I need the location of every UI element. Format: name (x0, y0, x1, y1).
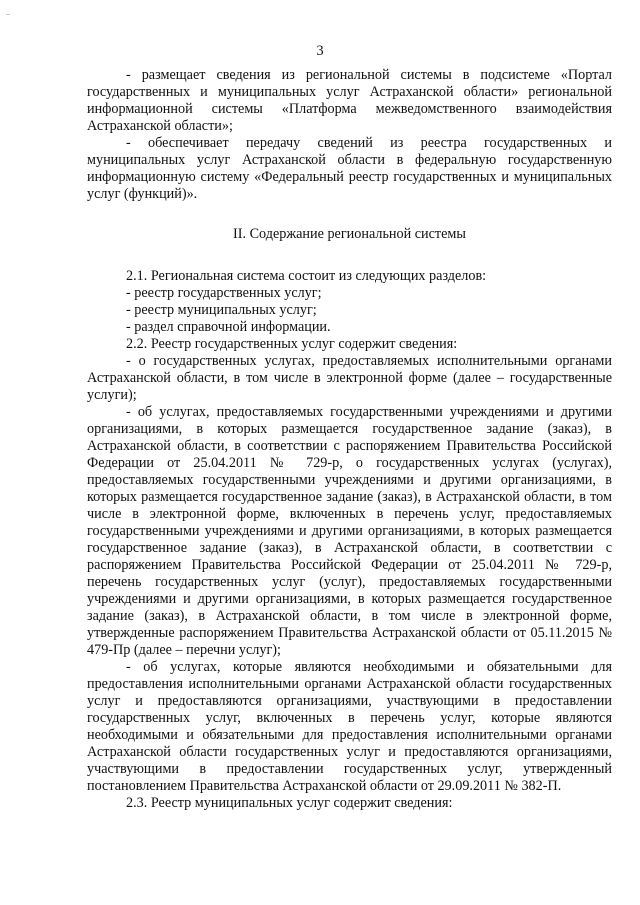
paragraph: - размещает сведения из региональной системы в подсистеме «Портал государственных и муниципальных услуг Астраханской области» региональной информационной системы «Платформа межведомственного взаимодействия Астраханской области»; (87, 67, 612, 134)
list-item: - реестр государственных услуг; (126, 285, 322, 301)
document-body (87, 67, 612, 812)
scan-mark (6, 14, 10, 15)
list-item: - реестр муниципальных услуг; (126, 302, 317, 318)
paragraph: 2.2. Реестр государственных услуг содержит сведения: (126, 336, 458, 352)
paragraph: 2.3. Реестр муниципальных услуг содержит сведения: (126, 795, 453, 811)
paragraph: - об услугах, которые являются необходимыми и обязательными для предоставления исполнительными органами Астраханской области государственных услуг и предоставляются организациями, участвующими в предоставлении государственных услуг, включенных в перечень услуг, которые являются необходимыми и обязательными для предоставления исполнительными органами Астраханской области государственных услуг и предоставляются организациями, участвующими в предоставлении государственных услуг, утвержденный постановлением Правительства Астраханской области от 29.09.2011 № 382-П. (87, 659, 612, 794)
paragraph: - о государственных услугах, предоставляемых исполнительными органами Астраханской области, в том числе в электронной форме (далее – государственные услуги); (87, 353, 612, 403)
page-number: 3 (316, 43, 324, 59)
section-heading: II. Содержание региональной системы (233, 226, 466, 242)
paragraph: 2.1. Региональная система состоит из следующих разделов: (126, 268, 487, 284)
paragraph: - обеспечивает передачу сведений из реестра государственных и муниципальных услуг Астраханской области в федеральную государственную информационную систему «Федеральный реестр государственных и муниципальных услуг (функций)». (87, 135, 612, 202)
list-item: - раздел справочной информации. (126, 319, 331, 335)
paragraph: - об услугах, предоставляемых государственными учреждениями и другими организациями, в которых размещается государственное задание (заказ), в Астраханской области, в соответствии с распоряжением Правительства Российской Федерации от 25.04.2011 № 729-р, о государственных услугах (услугах), предоставляемых государственными учреждениями и другими организациями, в которых размещается государственное задание (заказ), в Астраханской области, в том числе в электронной форме, включенных в перечень услуг, предоставляемых государственными учреждениями и другими организациями, в которых размещается государственное задание (заказ), в Астраханской области, в соответствии с распоряжением Правительства Российской Федерации от 25.04.2011 № 729-р, перечень государственных услуг (услуг), предоставляемых государственными учреждениями и другими организациями, в которых размещается государственное задание (заказ), в Астраханской области, в том числе в электронной форме, утвержденные распоряжением Правительства Астраханской области от 05.11.2015 № 479-Пр (далее – перечни услуг); (87, 404, 612, 658)
